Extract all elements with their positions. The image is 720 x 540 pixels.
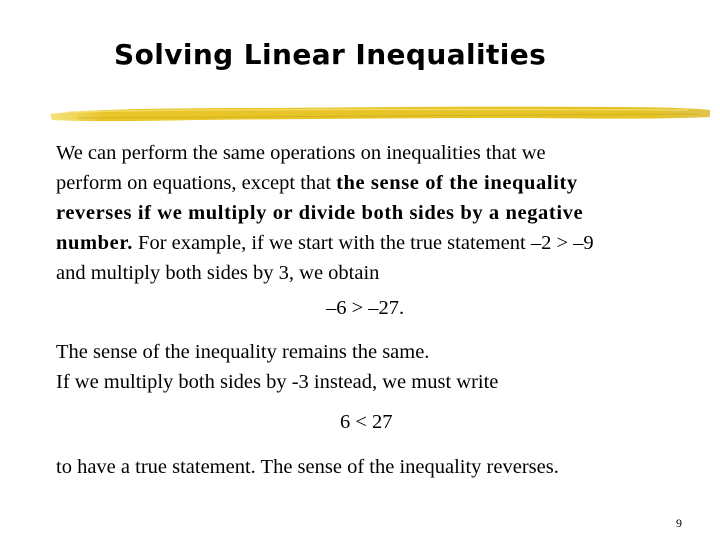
paragraph-middle: [56, 337, 498, 397]
text-normal: perform on equations, except that: [56, 172, 337, 194]
paragraph-line: The sense of the inequality remains the same.: [56, 341, 430, 363]
paragraph-line: [56, 168, 696, 198]
paragraph-line: If we multiply both sides by -3 instead, we must write: [56, 371, 499, 393]
text-bold: number.: [56, 232, 133, 254]
paragraph-intro: [56, 138, 696, 288]
title-underline-brushstroke: [48, 100, 712, 128]
text-bold: the sense of the inequality: [336, 172, 578, 194]
equation-second: 6 < 27: [340, 411, 393, 433]
page-number: 9: [676, 516, 682, 530]
paragraph-line: We can perform the same operations on inequalities that we: [56, 142, 546, 164]
equation-first: –6 > –27.: [326, 297, 405, 319]
text-normal: For example, if we start with the true statement –2 > –9: [132, 232, 594, 254]
slide-title: Solving Linear Inequalities: [114, 38, 547, 71]
paragraph-line: [56, 228, 696, 258]
paragraph-line: and multiply both sides by 3, we obtain: [56, 262, 380, 284]
paragraph-conclusion: to have a true statement. The sense of the inequality reverses.: [56, 456, 559, 478]
paragraph-line-bold: reverses if we multiply or divide both sides by a negative: [56, 202, 584, 224]
